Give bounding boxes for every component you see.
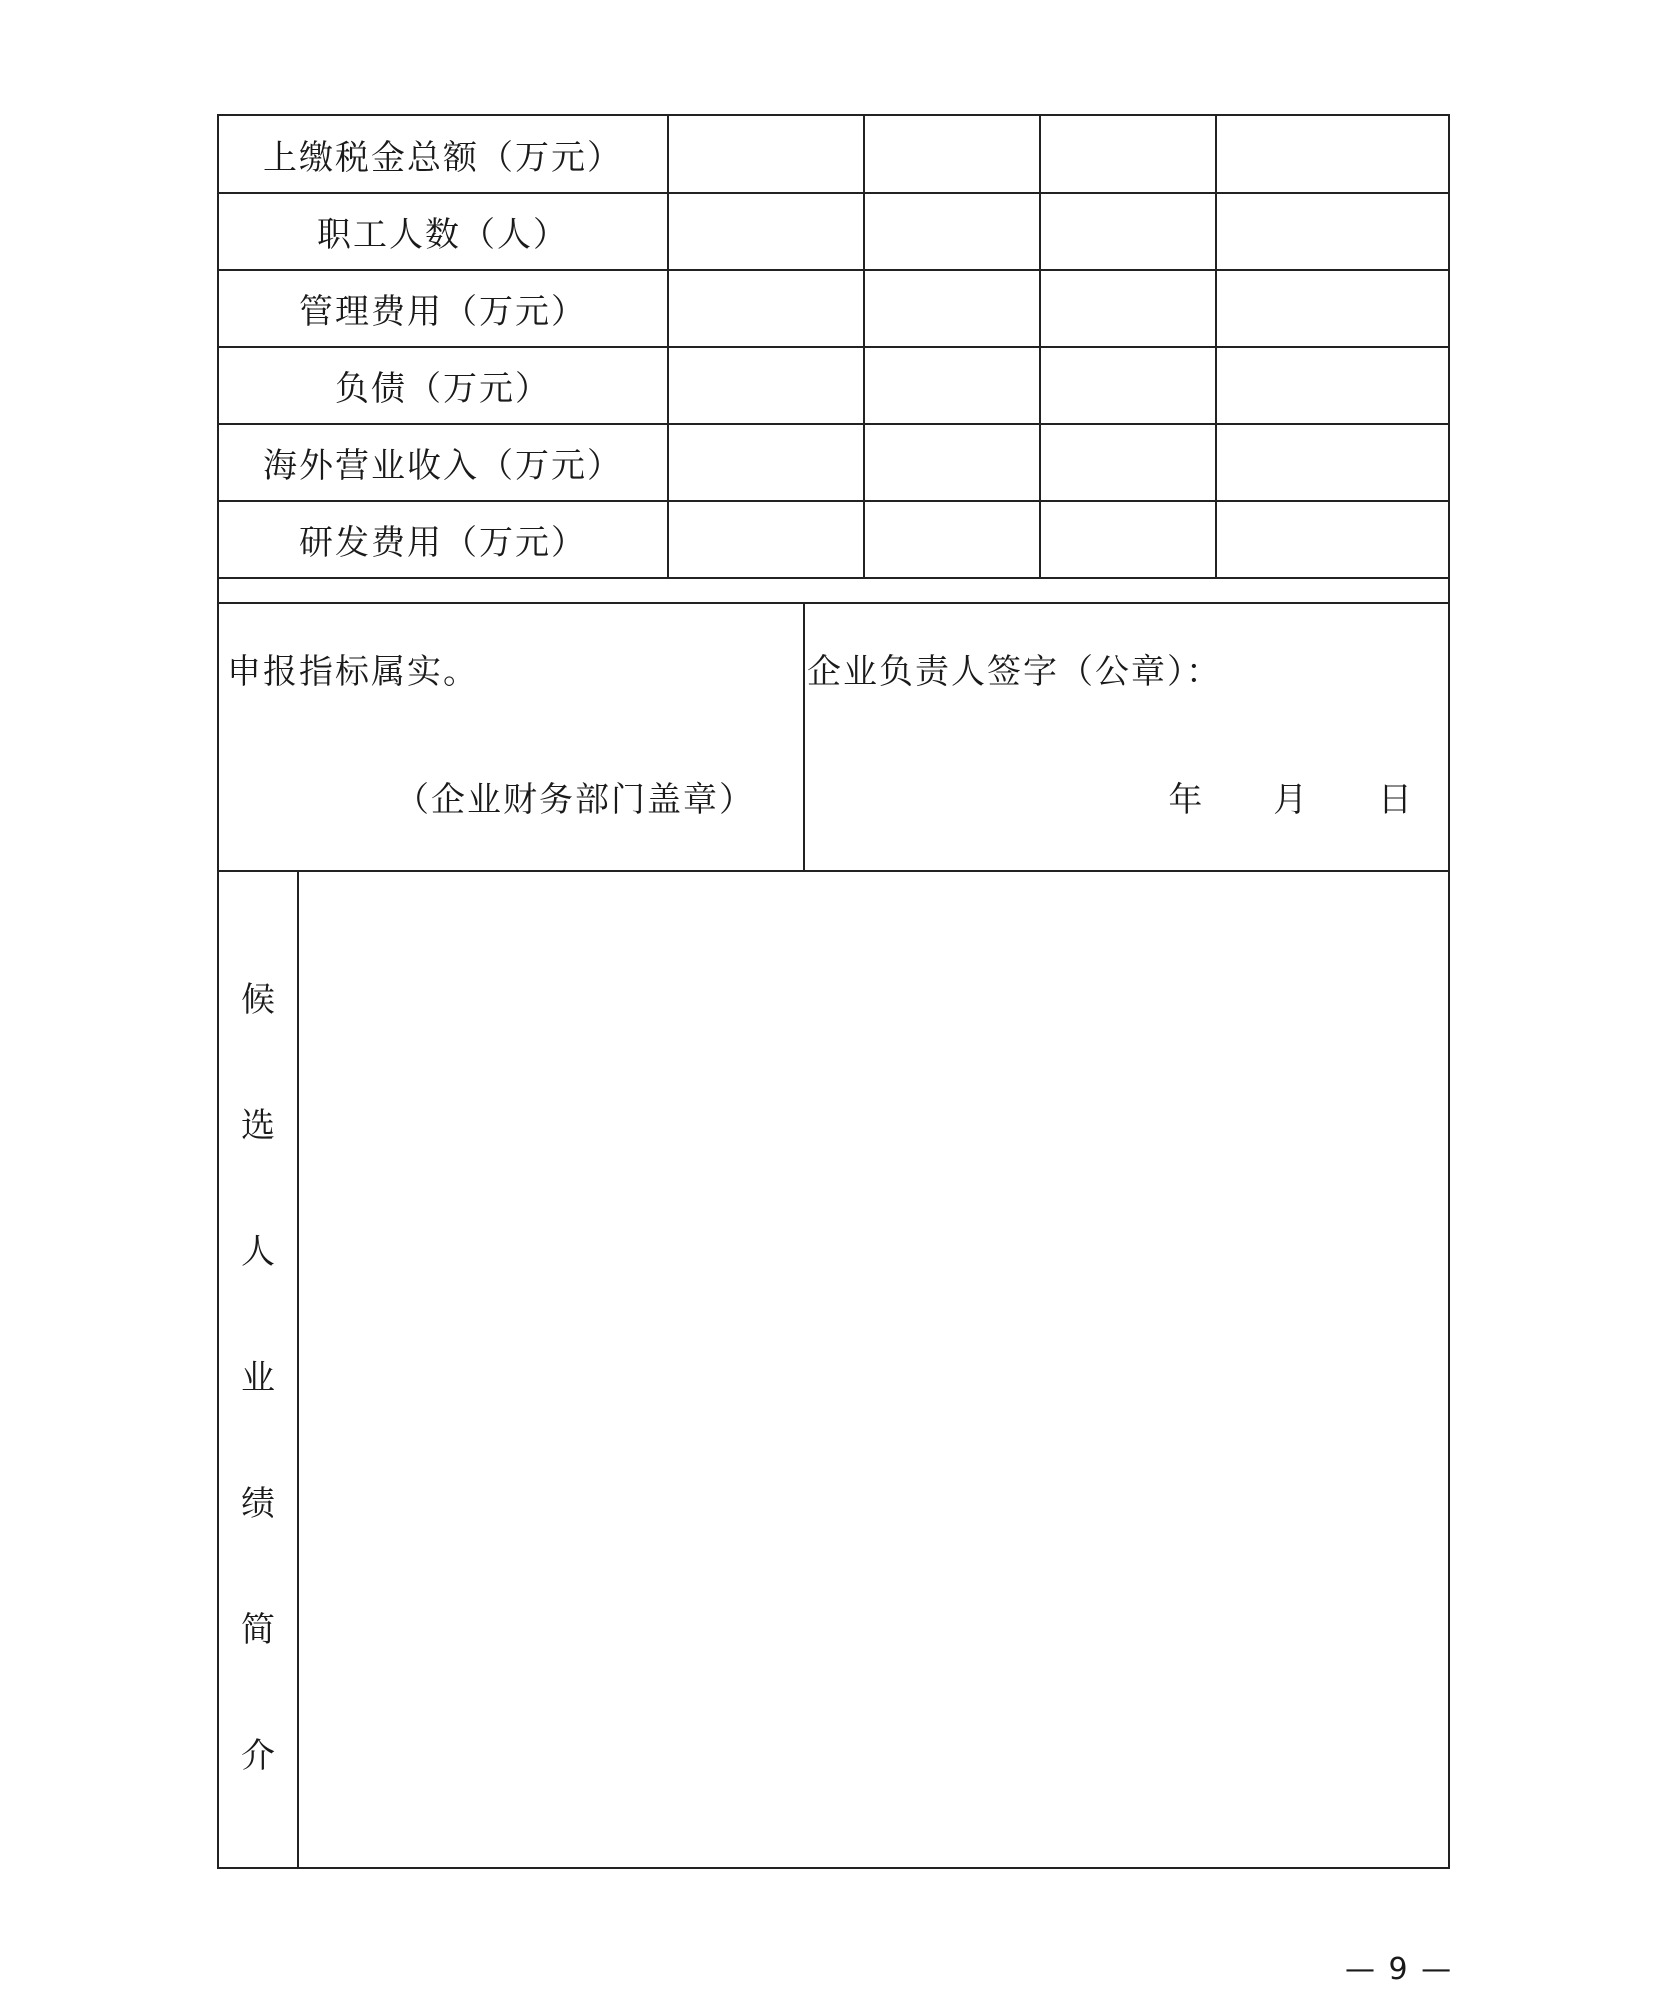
achievements-body-field[interactable] — [299, 872, 1448, 1867]
value-cell[interactable] — [668, 116, 864, 193]
value-cell[interactable] — [864, 116, 1040, 193]
achievements-label-char: 业 — [241, 1358, 275, 1398]
metric-label-employees: 职工人数（人） — [219, 193, 668, 270]
achievements-section — [219, 870, 1448, 1867]
achievements-label-char: 介 — [241, 1736, 275, 1776]
value-cell[interactable] — [1040, 424, 1216, 501]
value-cell[interactable] — [668, 347, 864, 424]
finance-stamp-note: （企业财务部门盖章） — [395, 780, 755, 820]
value-cell[interactable] — [1040, 270, 1216, 347]
table-row — [219, 424, 1448, 501]
value-cell[interactable] — [864, 270, 1040, 347]
value-cell[interactable] — [1216, 193, 1448, 270]
value-cell[interactable] — [1216, 270, 1448, 347]
achievements-label-char: 简 — [241, 1610, 275, 1650]
value-cell[interactable] — [864, 347, 1040, 424]
value-cell[interactable] — [1040, 193, 1216, 270]
value-cell[interactable] — [1216, 501, 1448, 578]
value-cell[interactable] — [864, 193, 1040, 270]
achievements-label-char: 候 — [241, 980, 275, 1020]
value-cell[interactable] — [1216, 424, 1448, 501]
achievements-label-column — [219, 872, 299, 1867]
value-cell[interactable] — [864, 501, 1040, 578]
metrics-table — [219, 116, 1448, 579]
table-row — [219, 347, 1448, 424]
value-cell[interactable] — [1216, 116, 1448, 193]
value-cell[interactable] — [668, 501, 864, 578]
value-cell[interactable] — [1040, 347, 1216, 424]
value-cell[interactable] — [668, 424, 864, 501]
table-row — [219, 501, 1448, 578]
table-row — [219, 116, 1448, 193]
achievements-label-char: 选 — [241, 1106, 275, 1146]
table-row — [219, 193, 1448, 270]
metric-label-rd-expenses: 研发费用（万元） — [219, 501, 668, 578]
value-cell[interactable] — [864, 424, 1040, 501]
page-number: — 9 — — [1345, 1952, 1454, 1987]
signature-label: 企业负责人签字（公章）： — [807, 652, 1222, 692]
date-year-label: 年 — [1168, 780, 1203, 820]
value-cell[interactable] — [668, 193, 864, 270]
achievements-label-char: 绩 — [241, 1484, 275, 1524]
signature-cell[interactable] — [805, 604, 1448, 870]
finance-attestation-cell[interactable] — [219, 604, 805, 870]
value-cell[interactable] — [1040, 116, 1216, 193]
date-day-label: 日 — [1378, 780, 1412, 820]
attestation-statement: 申报指标属实。 — [227, 652, 479, 692]
metric-label-overseas-revenue: 海外营业收入（万元） — [219, 424, 668, 501]
table-row — [219, 270, 1448, 347]
metric-label-liabilities: 负债（万元） — [219, 347, 668, 424]
date-month-label: 月 — [1273, 780, 1308, 820]
metric-label-tax: 上缴税金总额（万元） — [219, 116, 668, 193]
signature-date — [1168, 772, 1412, 821]
value-cell[interactable] — [1040, 501, 1216, 578]
application-form-table — [217, 114, 1450, 1869]
value-cell[interactable] — [1216, 347, 1448, 424]
metric-label-admin-expenses: 管理费用（万元） — [219, 270, 668, 347]
value-cell[interactable] — [668, 270, 864, 347]
attestation-section — [219, 602, 1448, 870]
achievements-label-char: 人 — [241, 1232, 275, 1272]
